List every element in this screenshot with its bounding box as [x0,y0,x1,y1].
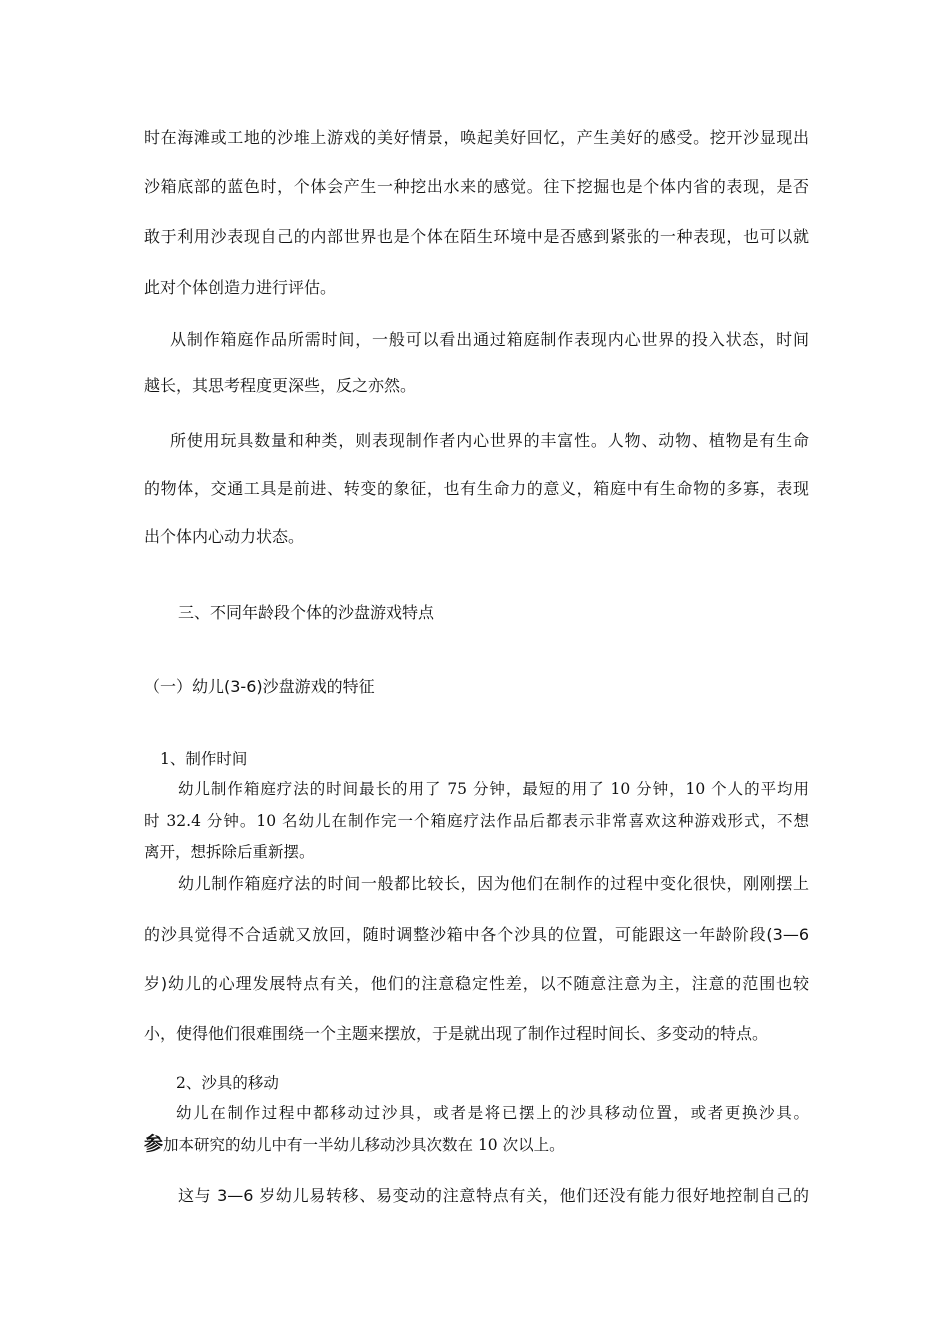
text-line: 从制作箱庭作品所需时间，一般可以看出通过箱庭制作表现内心世界的投入状态，时间 [170,330,809,349]
text-line: 岁)幼儿的心理发展特点有关，他们的注意稳定性差，以不随意注意为主，注意的范围也较 [144,974,809,993]
text-line: 离开，想拆除后重新摆。 [144,843,315,861]
text-line: 越长，其思考程度更深些，反之亦然。 [144,376,417,395]
text-line: 出个体内心动力状态。 [144,527,305,546]
item-title: 1、制作时间 [160,750,248,768]
text-line: 的物体，交通工具是前进、转变的象征，也有生命力的意义，箱庭中有生命物的多寡，表现 [144,479,809,498]
text-line: 时在海滩或工地的沙堆上游戏的美好情景，唤起美好回忆，产生美好的感受。挖开沙显现出 [144,128,809,147]
text-line: 所使用玩具数量和种类，则表现制作者内心世界的丰富性。人物、动物、植物是有生命 [170,431,809,450]
text-segment: 加本研究的幼儿中有一半幼儿移动沙具次数在 10 次以上。 [163,1136,565,1154]
text-char: 参 [144,1133,164,1155]
text-line: 沙箱底部的蓝色时，个体会产生一种挖出水来的感觉。往下挖掘也是个体内省的表现，是否 [144,177,809,196]
text-line: 小，使得他们很难围绕一个主题来摆放，于是就出现了制作过程时间长、多变动的特点。 [144,1024,769,1043]
subsection-heading: （一）幼儿(3-6)沙盘游戏的特征 [144,677,375,696]
text-line: 此对个体创造力进行评估。 [144,278,337,297]
item-title: 2、沙具的移动 [176,1074,279,1092]
text-line: 幼儿制作箱庭疗法的时间一般都比较长，因为他们在制作的过程中变化很快，刚刚摆上 [178,874,809,893]
text-line: 幼儿制作箱庭疗法的时间最长的用了 75 分钟，最短的用了 10 分钟，10 个人的平均用 [178,780,809,798]
text-line: 时 32.4 分钟。10 名幼儿在制作完一个箱庭疗法作品后都表示非常喜欢这种游戏形式，不想 [144,812,809,830]
text-line [144,1133,809,1156]
text-line: 这与 3—6 岁幼儿易转移、易变动的注意特点有关，他们还没有能力很好地控制自己的 [178,1186,809,1205]
section-heading: 三、不同年龄段个体的沙盘游戏特点 [178,603,435,622]
text-line: 幼儿在制作过程中都移动过沙具，或者是将已摆上的沙具移动位置，或者更换沙具。 [176,1104,809,1122]
text-line: 的沙具觉得不合适就又放回，随时调整沙箱中各个沙具的位置，可能跟这一年龄阶段(3—6 [144,925,809,944]
text-line: 敢于利用沙表现自己的内部世界也是个体在陌生环境中是否感到紧张的一种表现，也可以就 [144,227,809,246]
